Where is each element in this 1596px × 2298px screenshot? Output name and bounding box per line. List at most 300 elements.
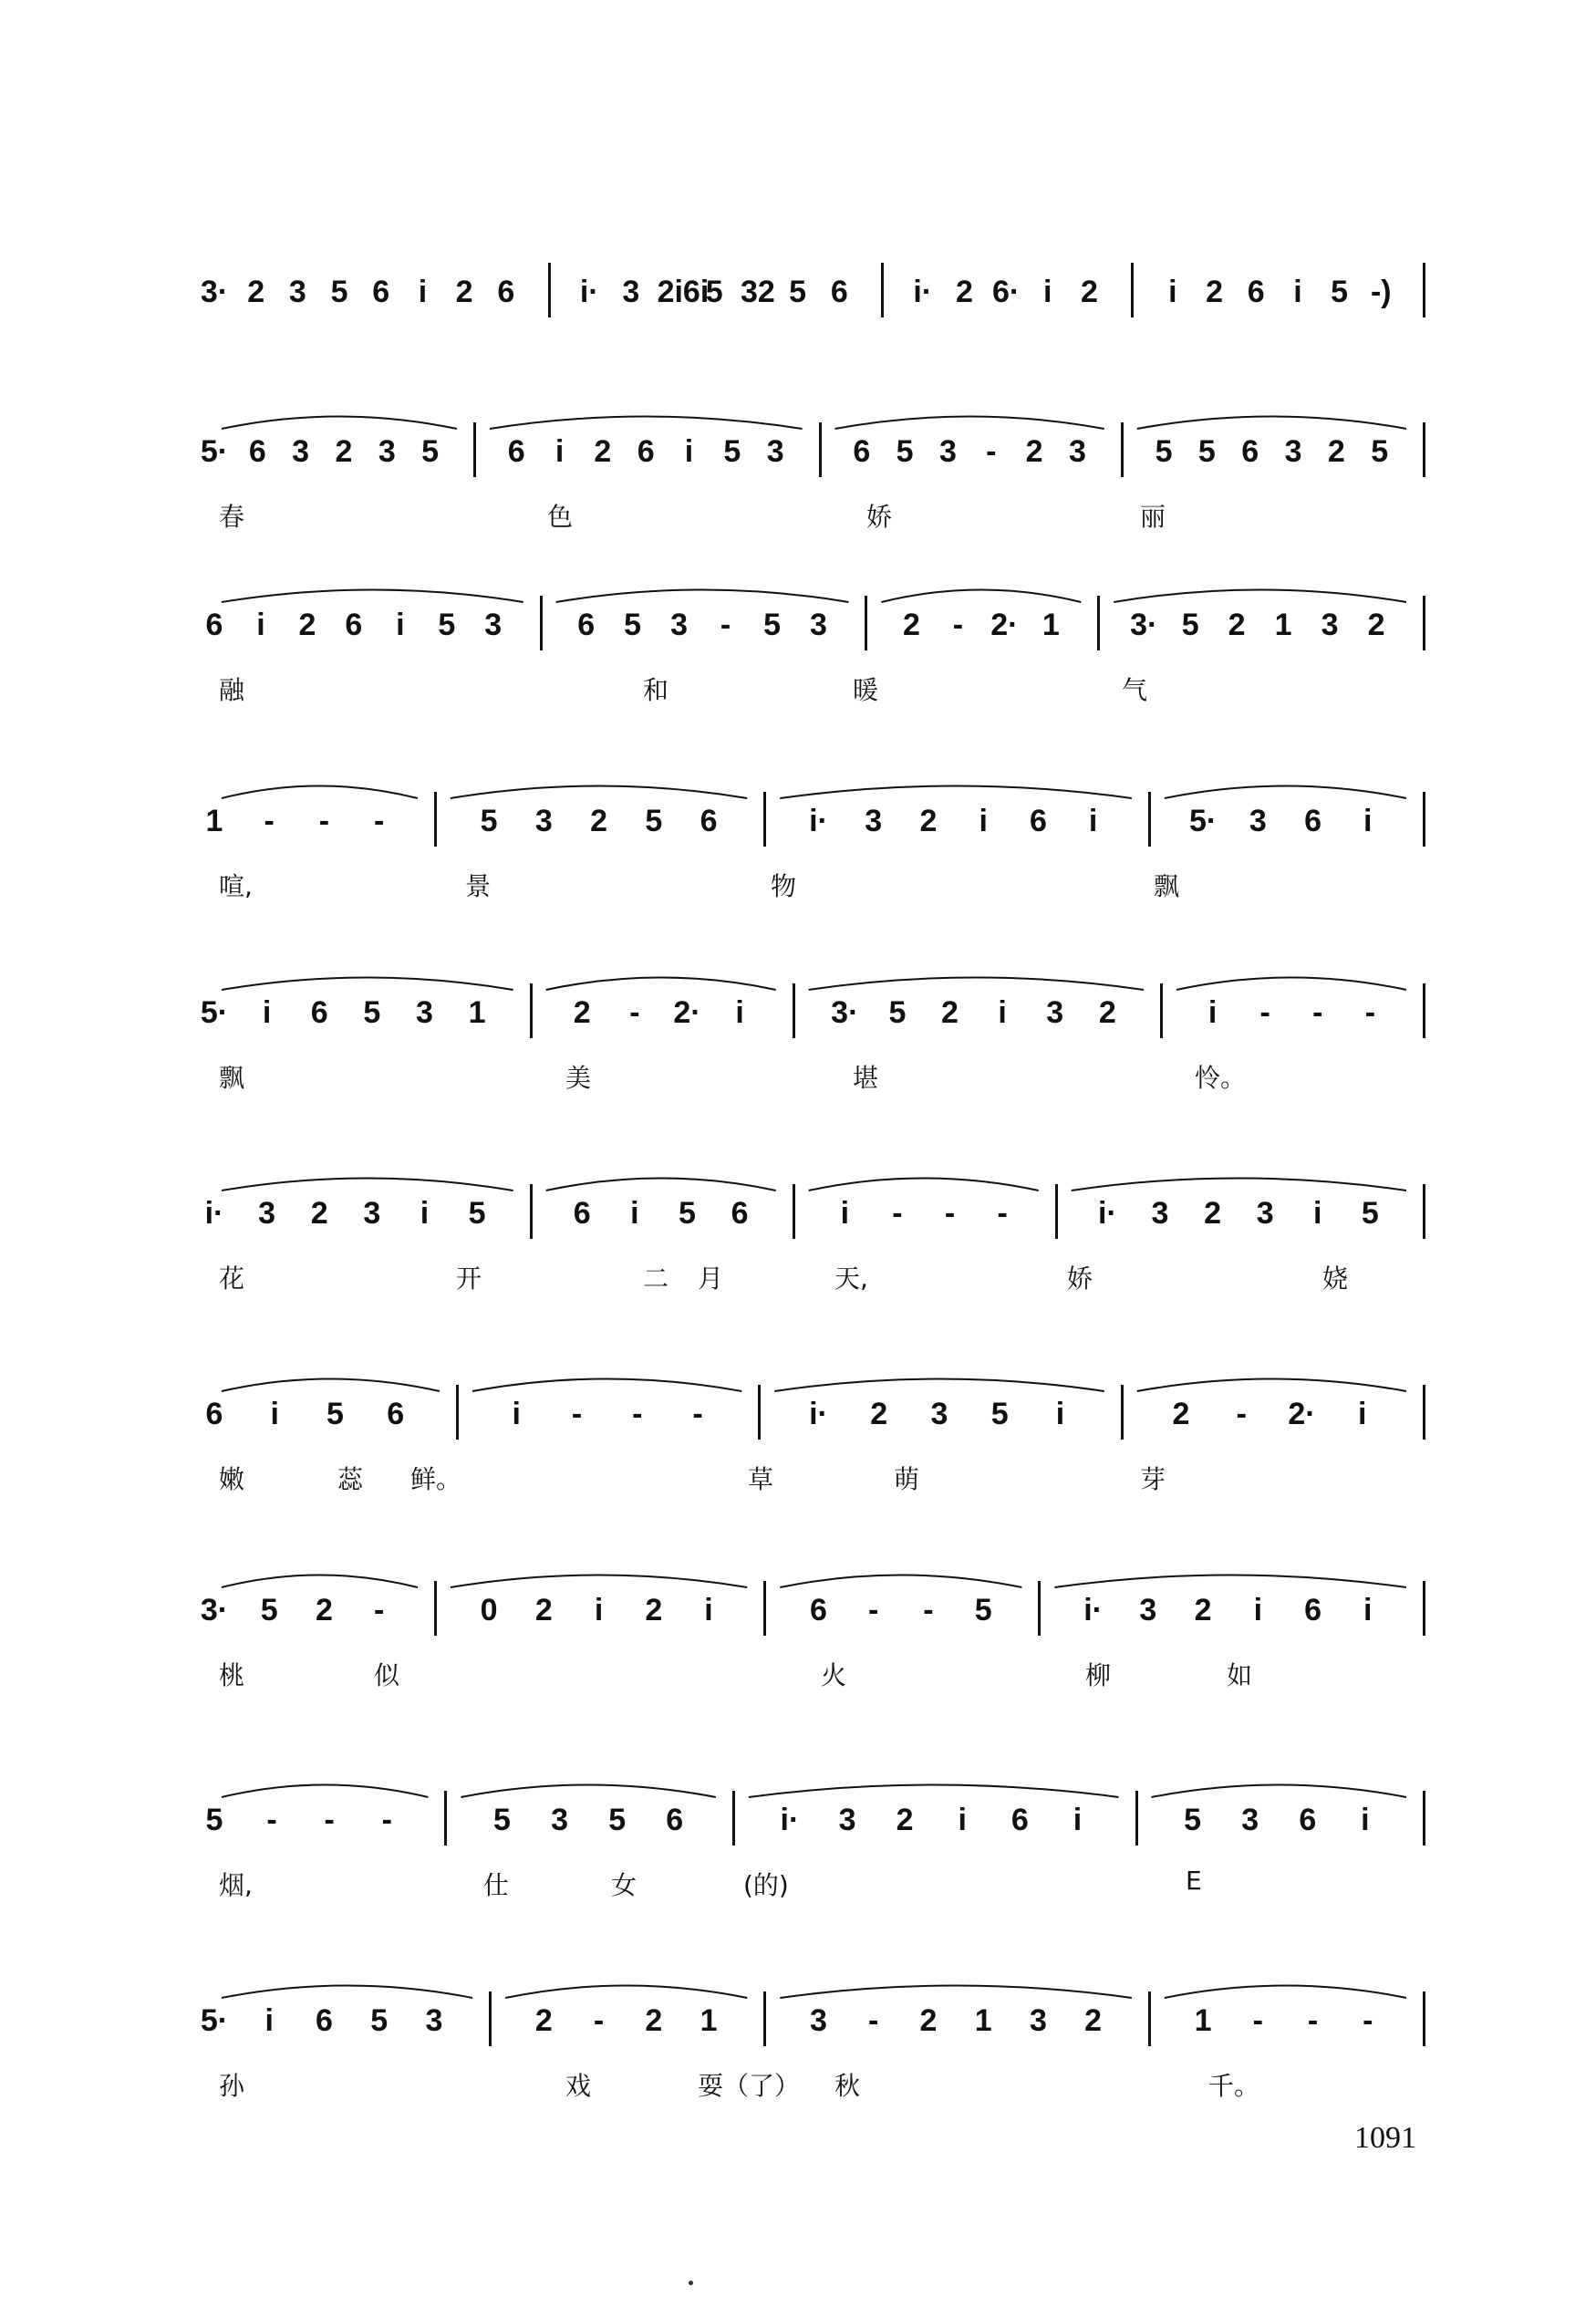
slur (780, 1575, 1021, 1588)
note: - (923, 1593, 934, 1627)
note: 2 (1081, 275, 1098, 309)
note: 5 (205, 1803, 223, 1837)
note: 2 (902, 608, 920, 642)
note: 3· (200, 275, 229, 309)
barline (865, 596, 867, 650)
note: 5 (705, 275, 723, 309)
note: - (374, 804, 385, 838)
slur (546, 1179, 776, 1191)
lyrics-row (0, 2066, 1596, 2103)
note: 3 (810, 2003, 827, 2038)
notes-row (0, 2002, 1596, 2057)
note: 3 (670, 608, 689, 642)
lyric: 和 (643, 675, 669, 705)
barline (434, 792, 437, 847)
barline (819, 422, 822, 477)
note: 5 (1155, 434, 1173, 469)
barline (1148, 1991, 1151, 2046)
note: 3 (425, 2003, 443, 2038)
note: 6 (1304, 1593, 1321, 1627)
note: 5 (1331, 275, 1349, 309)
note: 5 (438, 608, 456, 642)
slur (774, 1379, 1104, 1392)
barline (456, 1385, 459, 1440)
barline (793, 1184, 795, 1239)
slur (222, 1986, 472, 1999)
slur (749, 1785, 1119, 1798)
note: 2 (955, 275, 973, 309)
lyric: 天, (834, 1263, 868, 1294)
barline (1135, 1791, 1138, 1846)
note: 2 (919, 2003, 938, 2038)
note: 2 (941, 995, 959, 1030)
note: i (1168, 275, 1177, 309)
lyric: 月 (698, 1263, 724, 1294)
note: i (1361, 1803, 1370, 1837)
note: 3 (1139, 1593, 1157, 1627)
note: 5 (888, 995, 907, 1030)
barline (1423, 1991, 1425, 2046)
slur (809, 978, 1144, 991)
lyric: 暖 (853, 675, 879, 705)
slur (1054, 1575, 1406, 1588)
note: - (1259, 995, 1270, 1030)
note: 2 (298, 608, 316, 642)
note: 5 (370, 2003, 389, 2038)
note: 2 (1172, 1397, 1190, 1431)
note: - (374, 1593, 385, 1627)
lyric: 萌 (894, 1464, 920, 1494)
note: - (997, 1196, 1008, 1231)
slurs (0, 1948, 1596, 2002)
note: - (264, 804, 275, 838)
note: 6 (1299, 1803, 1317, 1837)
note: - (324, 1803, 335, 1837)
note: 2· (1288, 1397, 1316, 1431)
barline (1055, 1184, 1058, 1239)
slur (222, 1379, 440, 1392)
note: - (266, 1803, 277, 1837)
lyrics-row (0, 497, 1596, 534)
note: 6 (666, 1803, 684, 1837)
note: i (1088, 804, 1098, 838)
note: i (270, 1397, 279, 1431)
note: 2 (645, 1593, 663, 1627)
lyric: 烟, (219, 1870, 253, 1900)
lyric: 景 (465, 871, 492, 901)
note: 2 (1025, 434, 1043, 469)
note: 2 (896, 1803, 914, 1837)
notes-row (0, 1802, 1596, 1856)
note: 1 (205, 804, 223, 838)
note: i (704, 1593, 713, 1627)
note: 5 (480, 804, 498, 838)
note: 2· (673, 995, 701, 1030)
note: 3 (1249, 804, 1267, 838)
note: i· (780, 1803, 800, 1837)
barline (1121, 1385, 1124, 1440)
note: 2 (870, 1397, 888, 1431)
note: i (735, 995, 744, 1030)
note: i (979, 804, 988, 838)
note: 5 (974, 1593, 992, 1627)
note: i (256, 608, 265, 642)
slur (1152, 1785, 1406, 1798)
lyric: 耍（了） (698, 2071, 801, 2101)
note: - (944, 1196, 956, 1231)
note: 5 (624, 608, 642, 642)
note: 5 (468, 1196, 486, 1231)
lyric: 怜。 (1195, 1063, 1247, 1093)
lyric: 飘 (219, 1063, 245, 1093)
note: 3· (200, 1593, 229, 1627)
lyrics-row (0, 1656, 1596, 1692)
note: 1 (1274, 608, 1292, 642)
note: 6 (345, 608, 363, 642)
notes-row (0, 1195, 1596, 1250)
note: - (571, 1397, 583, 1431)
note: 5 (1371, 434, 1389, 469)
barline (540, 596, 543, 650)
lyric: 仕 (483, 1870, 510, 1900)
slurs (0, 748, 1596, 803)
slur (1165, 786, 1406, 799)
barline (881, 263, 884, 317)
note: 3 (1029, 2003, 1047, 2038)
note: i (264, 2003, 274, 2038)
note: 3 (378, 434, 396, 469)
note: 1 (1194, 2003, 1212, 2038)
note: - (1363, 2003, 1373, 2038)
note: 3 (288, 275, 306, 309)
barline (1423, 1581, 1425, 1636)
note: 5 (330, 275, 348, 309)
barline (763, 1991, 766, 2046)
lyric: 孙 (219, 2071, 245, 2101)
note: 2 (315, 1593, 333, 1627)
notes-row (0, 607, 1596, 661)
note: - (632, 1397, 643, 1431)
lyrics-row (0, 1866, 1596, 1902)
note: 3 (1284, 434, 1302, 469)
note: 5 (363, 995, 381, 1030)
note: 6 (700, 804, 718, 838)
note: 6 (573, 1196, 591, 1231)
lyric: 春 (219, 502, 245, 532)
note: 3 (1241, 1803, 1259, 1837)
note: 3 (363, 1196, 381, 1231)
note: i (684, 434, 694, 469)
note: i· (809, 804, 828, 838)
slur (546, 978, 776, 991)
note: 6 (315, 2003, 333, 2038)
note: 5 (990, 1397, 1009, 1431)
note: 3 (930, 1397, 948, 1431)
note: i (420, 1196, 430, 1231)
lyric: 柳 (1085, 1660, 1112, 1690)
slur (222, 978, 513, 991)
barline (1423, 1385, 1425, 1440)
lyric: 火 (821, 1660, 847, 1690)
note: 6 (1304, 804, 1321, 838)
note: 3 (1321, 608, 1339, 642)
note: 3 (258, 1196, 276, 1231)
lyric: 嫩 (219, 1464, 245, 1494)
note: i (594, 1593, 604, 1627)
note: 2· (990, 608, 1019, 642)
note: 1 (700, 2003, 718, 2038)
note: 6 (830, 275, 848, 309)
barline (1131, 263, 1134, 317)
note: i· (913, 275, 933, 309)
slur (556, 590, 849, 603)
barline (1423, 1184, 1425, 1239)
stray-dot (689, 2281, 693, 2285)
note: i (1363, 804, 1373, 838)
note: 3 (1256, 1196, 1274, 1231)
note: - (593, 2003, 605, 2038)
slur (222, 1785, 428, 1798)
note: 6 (497, 275, 515, 309)
lyric: 千。 (1208, 2071, 1260, 2101)
note: i (1073, 1803, 1083, 1837)
note: i (958, 1803, 967, 1837)
slur (451, 786, 747, 799)
barline (1423, 983, 1425, 1038)
note: 2 (1327, 434, 1345, 469)
lyric: 物 (771, 871, 797, 901)
note: 5 (763, 608, 781, 642)
barline (1160, 983, 1163, 1038)
note: - (1252, 2003, 1263, 2038)
slurs (0, 940, 1596, 994)
lyrics-row (0, 1460, 1596, 1496)
note: 5 (1181, 608, 1199, 642)
note: 2 (534, 2003, 553, 2038)
lyric: 秋 (834, 2071, 861, 2101)
note: 6 (1029, 804, 1047, 838)
note: 2 (247, 275, 265, 309)
barline (1423, 263, 1425, 317)
note: i (396, 608, 405, 642)
note: 1 (1042, 608, 1060, 642)
note: i (1055, 1397, 1065, 1431)
lyric: (的) (743, 1870, 789, 1900)
barline (530, 1184, 533, 1239)
note: 3 (622, 275, 640, 309)
note: - (892, 1196, 903, 1231)
note: 5 (1184, 1803, 1202, 1837)
note: 6 (310, 995, 328, 1030)
note: i (512, 1397, 521, 1431)
note: 5· (200, 2003, 229, 2038)
slurs (0, 1341, 1596, 1396)
note: i (554, 434, 565, 469)
notes-row (0, 803, 1596, 858)
note: 6 (577, 608, 596, 642)
note: 2i6i (657, 275, 710, 309)
lyric: 喧, (219, 871, 253, 901)
note: 2 (590, 804, 608, 838)
slur (461, 1785, 715, 1798)
slur (472, 1379, 741, 1392)
notes-row (0, 274, 1596, 328)
note: 6 (810, 1593, 827, 1627)
note: 3 (810, 608, 827, 642)
note: i· (1083, 1593, 1104, 1627)
lyrics-row (0, 1058, 1596, 1095)
barline (530, 983, 533, 1038)
note: 6 (1010, 1803, 1029, 1837)
note: 2 (534, 1593, 553, 1627)
lyric: 二 (643, 1263, 669, 1294)
note: i· (1097, 1196, 1117, 1231)
lyric: 娇 (866, 502, 893, 532)
barline (434, 1581, 437, 1636)
note: - (868, 2003, 879, 2038)
note: 2 (1098, 995, 1116, 1030)
slur (835, 417, 1104, 430)
note: 2 (645, 2003, 663, 2038)
note: 3 (1046, 995, 1064, 1030)
lyrics-row (0, 671, 1596, 707)
slurs (0, 1537, 1596, 1592)
lyric: 飘 (1154, 871, 1180, 901)
barline (1423, 1791, 1425, 1846)
slur (1176, 978, 1406, 991)
note: i (1358, 1397, 1367, 1431)
lyric: 似 (374, 1660, 400, 1690)
note: 5 (723, 434, 741, 469)
note: 0 (480, 1593, 498, 1627)
slur (1165, 1986, 1406, 1999)
note: 5 (1361, 1196, 1379, 1231)
note: 1 (974, 2003, 992, 2038)
note: 6 (387, 1397, 405, 1431)
slurs (0, 552, 1596, 607)
note: 6 (205, 1397, 223, 1431)
note: 3 (1151, 1196, 1169, 1231)
note: 6 (372, 275, 390, 309)
note: 5· (1188, 804, 1218, 838)
notes-row (0, 1592, 1596, 1647)
notes-row (0, 1396, 1596, 1451)
lyric: 色 (547, 502, 574, 532)
note: 2 (335, 434, 353, 469)
note: 5 (789, 275, 807, 309)
note: - (1236, 1397, 1247, 1431)
note: i (418, 275, 428, 309)
note: -) (1370, 275, 1392, 309)
note: i· (809, 1397, 828, 1431)
barline (489, 1991, 492, 2046)
slur (222, 590, 523, 603)
lyric: 草 (748, 1464, 774, 1494)
note: 3 (534, 804, 553, 838)
note: - (318, 804, 330, 838)
note: 6 (1247, 275, 1265, 309)
lyric: 芽 (1140, 1464, 1166, 1494)
lyric: 桃 (219, 1660, 245, 1690)
note: 3 (766, 434, 784, 469)
note: 3 (292, 434, 310, 469)
note: - (720, 608, 731, 642)
note: - (986, 434, 997, 469)
barline (1148, 792, 1151, 847)
slur (780, 1986, 1132, 1999)
note: 5 (645, 804, 663, 838)
note: 6 (853, 434, 871, 469)
lyric: 堪 (853, 1063, 879, 1093)
note: 6 (507, 434, 525, 469)
slurs (0, 1747, 1596, 1802)
lyric: E (1186, 1866, 1202, 1896)
note: 3· (831, 995, 859, 1030)
note: 5 (679, 1196, 696, 1231)
lyric: 开 (456, 1263, 482, 1294)
slur (1137, 1379, 1406, 1392)
slurs (0, 379, 1596, 433)
barline (1423, 792, 1425, 847)
lyric: 融 (219, 675, 245, 705)
note: - (629, 995, 640, 1030)
note: 5 (608, 1803, 627, 1837)
barline (1423, 596, 1425, 650)
slur (222, 786, 418, 799)
slur (222, 1575, 418, 1588)
lyric: 丽 (1140, 502, 1166, 532)
note: 3 (551, 1803, 569, 1837)
barline (1121, 422, 1124, 477)
barline (548, 263, 551, 317)
note: 3 (415, 995, 433, 1030)
lyric: 娇 (1067, 1263, 1093, 1294)
note: i (1313, 1196, 1322, 1231)
barline (444, 1791, 447, 1846)
note: 2 (1228, 608, 1246, 642)
slur (490, 417, 803, 430)
barline (1423, 422, 1425, 477)
note: 2 (310, 1196, 328, 1231)
note: 3 (938, 434, 957, 469)
note: 3· (1130, 608, 1158, 642)
barline (1038, 1581, 1041, 1636)
note: 2 (1206, 275, 1223, 309)
note: 5· (200, 995, 229, 1030)
barline (1097, 596, 1100, 650)
note: i (1363, 1593, 1373, 1627)
lyric: 女 (611, 1870, 637, 1900)
barline (473, 422, 476, 477)
slur (780, 786, 1132, 799)
note: i· (579, 275, 599, 309)
slur (222, 417, 457, 430)
note: 3 (865, 804, 883, 838)
note: i (1043, 275, 1052, 309)
note: i (1293, 275, 1302, 309)
note: i (840, 1196, 850, 1231)
lyric: 娆 (1322, 1263, 1349, 1294)
note: 5 (493, 1803, 511, 1837)
note: 6 (248, 434, 266, 469)
slur (222, 1179, 513, 1191)
slur (1137, 417, 1406, 430)
lyric: 美 (565, 1063, 592, 1093)
lyrics-row (0, 867, 1596, 903)
lyric: 花 (219, 1263, 245, 1294)
lyrics-row (0, 1259, 1596, 1295)
note: 6 (1241, 434, 1259, 469)
